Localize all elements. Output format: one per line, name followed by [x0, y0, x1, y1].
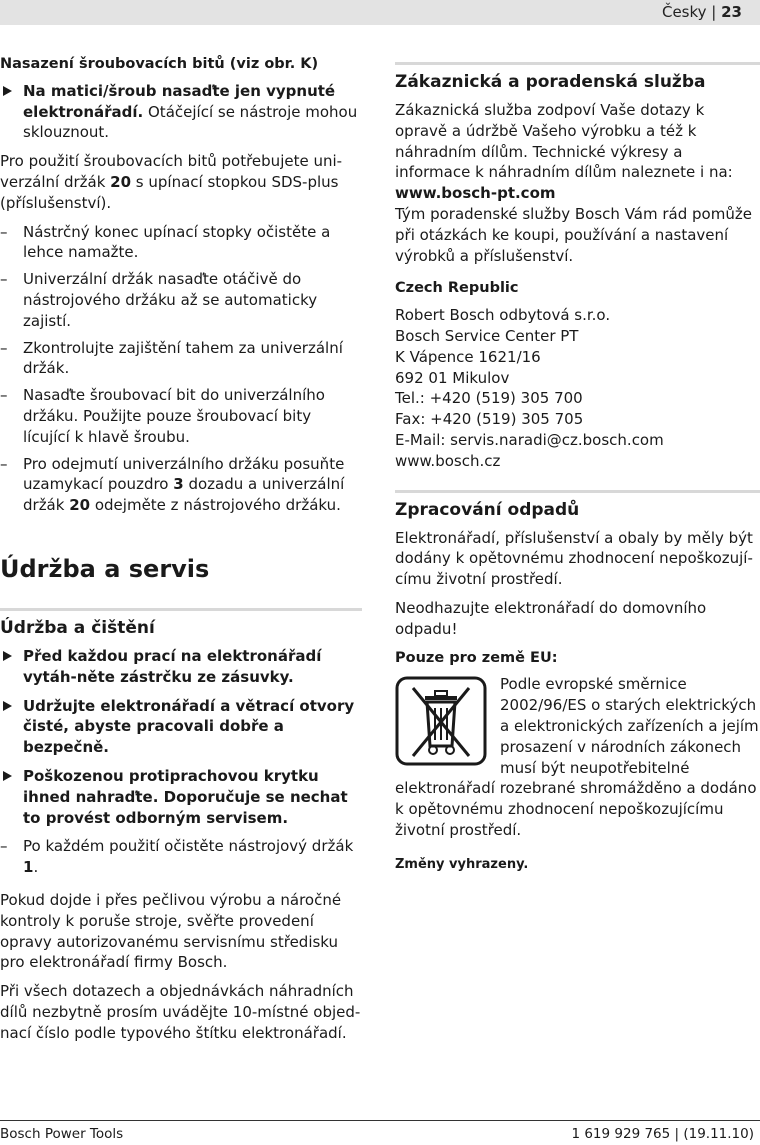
section-divider	[0, 608, 362, 611]
step-2: – Univerzální držák nasaďte otáčivě do nástrojového držáku až se automaticky zajistí.	[0, 269, 362, 331]
step-4: – Nasaďte šroubovací bit do univerzálního držáku. Použijte pouze šroubovací bity lícující k hlavě šroubu.	[0, 385, 362, 447]
crossed-out-bin-icon	[395, 676, 487, 766]
heading-maintenance-cleaning: Údržba a čištění	[0, 617, 155, 638]
footer-divider	[0, 1120, 760, 1121]
footer-brand: Bosch Power Tools	[0, 1126, 124, 1142]
paragraph-repair: Pokud dojde i přes pečlivou výrobu a náročné kontroly k poruše stroje, svěřte provedení opravy autorizovanému servisnímu středisku pro elektronářadí firmy Bosch.	[0, 890, 342, 972]
changes-reserved: Změny vyhrazeny.	[395, 856, 529, 872]
warning-bullet-4: Poškozenou protiprachovou krytku ihned nahraďte. Doporučuje se nechat to provést odborným servisem.	[0, 766, 362, 828]
address-line: Robert Bosch odbytová s.r.o.	[395, 306, 611, 325]
left-column	[0, 54, 362, 1051]
weee-directive-text: Podle evropské směrnice 2002/96/ES o starých elektrických a elektronických zařízeních a jejím prosazení v národních zákonech musí být neupotřebitelné elektronářadí rozebrané shromážděno a dodáno k opětovnému zhodnocení nepoškozujícímu životní prostředí.	[395, 675, 759, 839]
disposal-text-1: Elektronářadí, příslušenství a obaly by měly být dodány k opětovnému zhodnocení nepoškozují-címu životní prostředí.	[395, 528, 753, 589]
address-line: 692 01 Mikulov	[395, 368, 510, 387]
service-text-2: Tým poradenské služby Bosch Vám rád pomůže při otázkách ke koupi, používání a nastavení výrobků a příslušenství.	[395, 204, 752, 265]
right-column	[395, 62, 760, 876]
disposal-text-2: Neodhazujte elektronářadí do domovního odpadu!	[395, 598, 707, 638]
weee-block	[395, 674, 760, 840]
warning-bullet-1: Na matici/šroub nasaďte jen vypnuté elektronářadí. Otáčející se nástroje mohou sklouznout.	[0, 81, 362, 143]
address-line: Fax: +420 (519) 305 705	[395, 410, 584, 429]
address-line: K Vápence 1621/16	[395, 347, 541, 366]
heading-maintenance-service: Údržba a servis	[0, 554, 210, 583]
service-url[interactable]: www.bosch-pt.com	[395, 184, 556, 203]
step-3: – Zkontrolujte zajištění tahem za univerzální držák.	[0, 338, 362, 380]
warning-bullet-3: Udržujte elektronářadí a větrací otvory čisté, abyste pracovali dobře a bezpečně.	[0, 696, 362, 758]
heading-customer-service: Zákaznická a poradenská služba	[395, 72, 706, 92]
step-clean: – Po každém použití očistěte nástrojový držák 1.	[0, 836, 362, 878]
section-divider	[395, 62, 760, 65]
heading-disposal: Zpracování odpadů	[395, 499, 580, 520]
section-divider	[395, 490, 760, 493]
eu-only-heading: Pouze pro země EU:	[395, 649, 558, 666]
footer-doc-number: 1 619 929 765 | (19.11.10)	[571, 1126, 754, 1142]
address-block	[395, 305, 760, 471]
paragraph-holder: Pro použití šroubovacích bitů potřebujete uni-verzální držák 20 s upínací stopkou SDS-plus (příslušenství).	[0, 152, 343, 212]
country-heading: Czech Republic	[395, 280, 519, 297]
page-number: 23	[721, 3, 742, 21]
step-5: – Pro odejmutí univerzálního držáku posuňte uzamykací pouzdro 3 dozadu a univerzální držák 20 odejměte z nástrojového držáku.	[0, 454, 362, 516]
header-language-page: Česky | 23	[661, 3, 742, 21]
warning-bullet-2: Před každou prací na elektronářadí vytáh-něte zástrčku ze zásuvky.	[0, 646, 362, 688]
address-line: Bosch Service Center PT	[395, 326, 579, 345]
email-link[interactable]: E-Mail: servis.naradi@cz.bosch.com	[395, 430, 664, 449]
step-1: – Nástrčný konec upínací stopky očistěte a lehce namažte.	[0, 222, 362, 264]
website-link[interactable]: www.bosch.cz	[395, 451, 501, 470]
service-text: Zákaznická služba zodpoví Vaše dotazy k opravě a údržbě Vašeho výrobku a též k náhradním dílům. Technické výkresy a informace k náhradním dílům naleznete i na:	[395, 101, 733, 182]
section-title-bits: Nasazení šroubovacích bitů (viz obr. K)	[0, 56, 319, 72]
address-line: Tel.: +420 (519) 305 700	[395, 389, 583, 408]
page-header	[0, 0, 760, 25]
paragraph-order-number: Při všech dotazech a objednávkách náhradních dílů nezbytně prosím uvádějte 10-místné objed-nací číslo podle typového štítku elektronářadí.	[0, 982, 361, 1042]
